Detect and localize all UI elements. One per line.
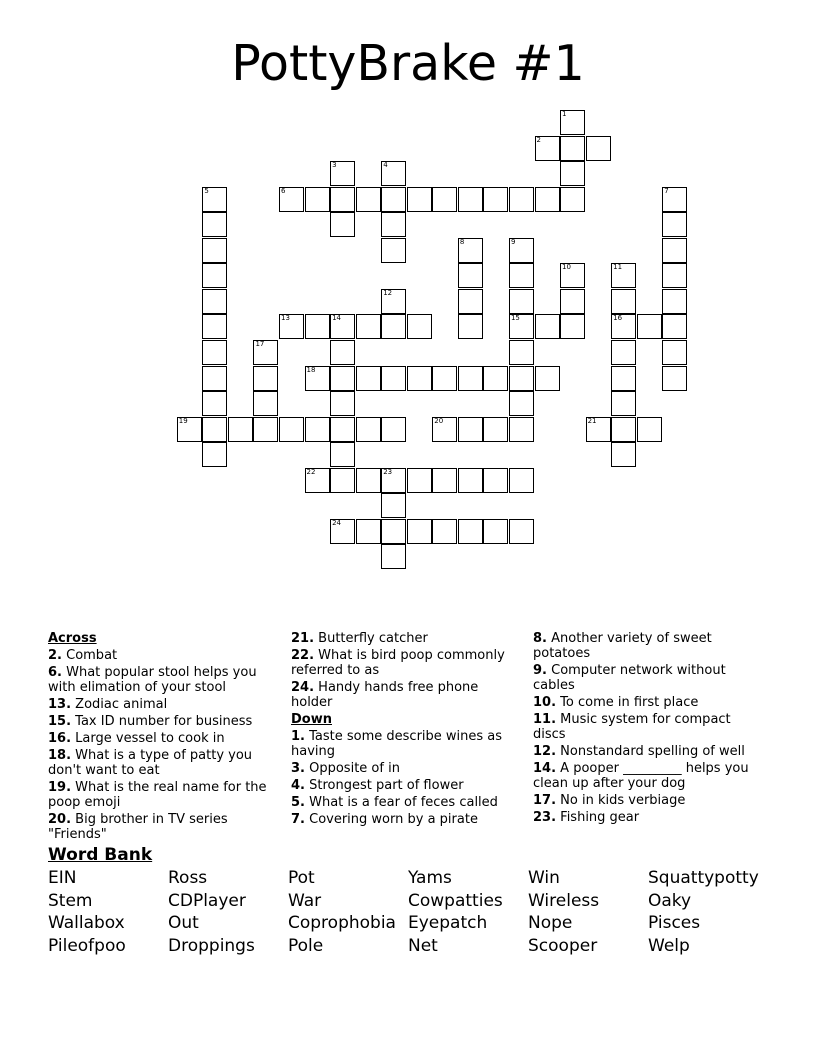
grid-cell[interactable] — [381, 366, 406, 391]
clue-item: 1. Taste some describe wines as having — [291, 729, 503, 759]
grid-cell[interactable] — [458, 366, 483, 391]
grid-cell[interactable] — [330, 417, 355, 442]
grid-cell[interactable] — [509, 314, 534, 339]
word-bank-word: Pileofpoo — [48, 935, 126, 956]
grid-cell[interactable] — [432, 519, 457, 544]
clue-item-number: 9. — [533, 663, 547, 678]
word-bank-word: Squattypotty — [648, 868, 759, 888]
grid-cell[interactable] — [586, 417, 611, 442]
grid-cell[interactable] — [253, 391, 278, 416]
grid-cell[interactable] — [458, 519, 483, 544]
grid-cell[interactable] — [381, 468, 406, 493]
clue-item-number: 6. — [48, 665, 62, 680]
grid-cell[interactable] — [611, 289, 636, 314]
grid-cell[interactable] — [483, 366, 508, 391]
grid-cell[interactable] — [381, 161, 406, 186]
grid-cell[interactable] — [202, 212, 227, 237]
grid-cell[interactable] — [432, 417, 457, 442]
grid-cell[interactable] — [662, 340, 687, 365]
clue-item: 21. Butterfly catcher — [291, 631, 428, 646]
clue-item-number: 17. — [533, 793, 557, 808]
clue-item: 19. What is the real name for the poop emoji — [48, 780, 267, 810]
grid-cell[interactable] — [330, 366, 355, 391]
clue-number: 10 — [562, 263, 571, 272]
grid-cell[interactable] — [381, 493, 406, 518]
grid-cell[interactable] — [560, 289, 585, 314]
grid-cell[interactable] — [305, 468, 330, 493]
clue-item: 2. Combat — [48, 648, 118, 663]
grid-cell[interactable] — [305, 187, 330, 212]
grid-cell[interactable] — [509, 238, 534, 263]
clue-item-number: 24. — [291, 680, 315, 695]
word-bank-word: Welp — [648, 935, 690, 956]
clue-item-number: 16. — [48, 731, 72, 746]
grid-cell[interactable] — [483, 417, 508, 442]
grid-cell[interactable] — [202, 442, 227, 467]
clue-item: 13. Zodiac animal — [48, 697, 168, 712]
clue-number: 18 — [306, 365, 316, 374]
clue-number: 1 — [562, 110, 567, 119]
grid-cell[interactable] — [381, 417, 406, 442]
word-bank-word: Net — [408, 935, 438, 956]
clue-number: 12 — [383, 288, 393, 297]
clue-item: 8. Another variety of sweet potatoes — [533, 631, 712, 661]
word-bank-word: Scooper — [528, 935, 598, 956]
grid-cell[interactable] — [458, 468, 483, 493]
grid-cell[interactable] — [509, 340, 534, 365]
clue-item: 14. A pooper _________ helps you clean up after your dog — [533, 761, 749, 791]
grid-cell[interactable] — [330, 468, 355, 493]
clues-column-3 — [533, 629, 765, 825]
clue-number: 14 — [332, 314, 342, 323]
grid-cell[interactable] — [662, 263, 687, 288]
clue-item-number: 8. — [533, 631, 547, 646]
clue-item: 17. No in kids verbiage — [533, 793, 686, 808]
clue-number: 24 — [332, 518, 342, 527]
grid-cell[interactable] — [611, 366, 636, 391]
grid-cell[interactable] — [407, 519, 432, 544]
grid-cell[interactable] — [509, 519, 534, 544]
grid-cell[interactable] — [662, 212, 687, 237]
grid-cell[interactable] — [560, 136, 585, 161]
word-bank-title: Word Bank — [48, 845, 153, 865]
clue-item-number: 13. — [48, 697, 72, 712]
clue-item-number: 11. — [533, 712, 557, 727]
grid-cell[interactable] — [458, 238, 483, 263]
grid-cell[interactable] — [177, 417, 202, 442]
grid-cell[interactable] — [330, 519, 355, 544]
grid-cell[interactable] — [356, 468, 381, 493]
clue-item-number: 21. — [291, 631, 315, 646]
grid-cell[interactable] — [356, 366, 381, 391]
grid-cell[interactable] — [483, 468, 508, 493]
grid-cell[interactable] — [305, 417, 330, 442]
grid-cell[interactable] — [381, 519, 406, 544]
grid-cell[interactable] — [330, 212, 355, 237]
grid-cell[interactable] — [662, 289, 687, 314]
clue-item-number: 4. — [291, 778, 305, 793]
grid-cell[interactable] — [483, 187, 508, 212]
grid-cell[interactable] — [356, 314, 381, 339]
grid-cell[interactable] — [279, 314, 304, 339]
clue-number: 4 — [383, 161, 388, 170]
clue-number: 11 — [613, 263, 623, 272]
grid-cell[interactable] — [381, 314, 406, 339]
grid-cell[interactable] — [560, 263, 585, 288]
word-bank-word: Droppings — [168, 935, 255, 956]
page-title: PottyBrake #1 — [231, 35, 585, 92]
grid-cell[interactable] — [407, 314, 432, 339]
clue-item: 11. Music system for compact discs — [533, 712, 731, 742]
clue-item: 24. Handy hands free phone holder — [291, 680, 479, 710]
grid-cell[interactable] — [202, 238, 227, 263]
word-bank-word: Yams — [408, 868, 452, 888]
clue-number: 5 — [204, 186, 209, 195]
clue-item-number: 7. — [291, 812, 305, 827]
grid-cell[interactable] — [560, 161, 585, 186]
clue-item-number: 5. — [291, 795, 305, 810]
clue-item-number: 19. — [48, 780, 72, 795]
clue-item: 23. Fishing gear — [533, 810, 640, 825]
grid-cell[interactable] — [662, 314, 687, 339]
grid-cell[interactable] — [586, 136, 611, 161]
grid-cell[interactable] — [611, 417, 636, 442]
clue-number: 21 — [587, 416, 597, 425]
grid-cell[interactable] — [381, 544, 406, 569]
clue-number: 9 — [510, 237, 516, 246]
grid-cell[interactable] — [330, 442, 355, 467]
grid-cell[interactable] — [509, 468, 534, 493]
grid-cell[interactable] — [560, 314, 585, 339]
clue-number: 3 — [332, 161, 337, 170]
clue-item-number: 14. — [533, 761, 557, 776]
grid-cell[interactable] — [381, 212, 406, 237]
word-bank-row — [48, 890, 788, 913]
clue-item: 16. Large vessel to cook in — [48, 731, 225, 746]
word-bank-word: Win — [528, 868, 560, 888]
word-bank-word: Cowpatties — [408, 890, 503, 911]
word-bank-word: Pole — [288, 935, 324, 956]
grid-cell[interactable] — [407, 468, 432, 493]
clue-item-number: 1. — [291, 729, 305, 744]
clue-item: 10. To come in first place — [533, 695, 699, 710]
grid-cell[interactable] — [611, 263, 636, 288]
word-bank — [48, 867, 788, 957]
word-bank-word: Nope — [528, 913, 573, 933]
grid-cell[interactable] — [228, 417, 253, 442]
clue-number: 7 — [664, 186, 669, 195]
grid-cell[interactable] — [381, 289, 406, 314]
clue-item: 4. Strongest part of flower — [291, 778, 464, 793]
clue-number: 22 — [306, 467, 316, 476]
clue-number: 2 — [536, 135, 541, 144]
word-bank-word: Coprophobia — [288, 913, 396, 933]
word-bank-word: Stem — [48, 890, 93, 911]
clue-number: 19 — [178, 416, 188, 425]
word-bank-word: Wireless — [528, 890, 600, 911]
grid-cell[interactable] — [611, 314, 636, 339]
word-bank-word: Pot — [288, 868, 315, 888]
grid-cell[interactable] — [202, 340, 227, 365]
grid-cell[interactable] — [330, 391, 355, 416]
grid-cell[interactable] — [381, 238, 406, 263]
clue-number: 8 — [459, 237, 465, 246]
grid-cell[interactable] — [458, 289, 483, 314]
grid-cell[interactable] — [279, 187, 304, 212]
grid-cell[interactable] — [509, 366, 534, 391]
clue-item: 20. Big brother in TV series "Friends" — [48, 812, 228, 842]
clue-item-number: 10. — [533, 695, 557, 710]
clues-column-1 — [48, 629, 280, 842]
grid-cell[interactable] — [509, 263, 534, 288]
clue-section-heading: Down — [291, 712, 332, 727]
grid-cell[interactable] — [381, 187, 406, 212]
grid-cell[interactable] — [509, 187, 534, 212]
clue-item: 6. What popular stool helps you with elimation of your stool — [48, 665, 257, 695]
grid-cell[interactable] — [356, 519, 381, 544]
word-bank-row — [48, 912, 788, 935]
grid-cell[interactable] — [662, 238, 687, 263]
grid-cell[interactable] — [407, 366, 432, 391]
word-bank-word: Pisces — [648, 913, 701, 933]
clue-number: 13 — [281, 314, 290, 323]
clue-item-number: 20. — [48, 812, 72, 827]
clue-item-number: 15. — [48, 714, 72, 729]
grid-cell[interactable] — [637, 417, 662, 442]
grid-cell[interactable] — [202, 314, 227, 339]
word-bank-word: EIN — [48, 868, 77, 888]
grid-cell[interactable] — [560, 110, 585, 135]
clue-number: 20 — [434, 416, 444, 425]
word-bank-word: Wallabox — [48, 913, 125, 933]
word-bank-row — [48, 867, 788, 890]
word-bank-row — [48, 935, 788, 958]
grid-cell[interactable] — [356, 187, 381, 212]
clue-item-number: 3. — [291, 761, 305, 776]
clue-number: 23 — [383, 467, 393, 476]
grid-cell[interactable] — [458, 187, 483, 212]
grid-cell[interactable] — [560, 187, 585, 212]
grid-cell[interactable] — [253, 366, 278, 391]
word-bank-word: Ross — [168, 868, 208, 888]
clue-item: 7. Covering worn by a pirate — [291, 812, 478, 827]
clue-item: 12. Nonstandard spelling of well — [533, 744, 745, 759]
grid-cell[interactable] — [535, 187, 560, 212]
clue-item-number: 2. — [48, 648, 62, 663]
clue-item-number: 22. — [291, 648, 315, 663]
grid-cell[interactable] — [458, 263, 483, 288]
clue-item: 3. Opposite of in — [291, 761, 400, 776]
grid-cell[interactable] — [458, 417, 483, 442]
clue-item: 22. What is bird poop commonly referred to as — [291, 648, 505, 678]
grid-cell[interactable] — [509, 289, 534, 314]
grid-cell[interactable] — [611, 340, 636, 365]
clue-item: 15. Tax ID number for business — [48, 714, 253, 729]
grid-cell[interactable] — [611, 391, 636, 416]
grid-cell[interactable] — [535, 314, 560, 339]
grid-cell[interactable] — [330, 340, 355, 365]
clue-number: 17 — [255, 340, 265, 348]
clue-item-number: 18. — [48, 748, 72, 763]
grid-cell[interactable] — [305, 314, 330, 339]
clue-item: 9. Computer network without cables — [533, 663, 726, 693]
grid-cell[interactable] — [662, 187, 687, 212]
grid-cell[interactable] — [202, 391, 227, 416]
grid-cell[interactable] — [279, 417, 304, 442]
grid-cell[interactable] — [202, 417, 227, 442]
grid-cell[interactable] — [330, 187, 355, 212]
grid-cell[interactable] — [637, 314, 662, 339]
grid-cell[interactable] — [432, 468, 457, 493]
clues-column-2 — [291, 629, 523, 827]
clue-number: 15 — [510, 314, 520, 323]
word-bank-word: War — [288, 890, 322, 911]
grid-cell[interactable] — [611, 442, 636, 467]
grid-cell[interactable] — [330, 161, 355, 186]
grid-cell[interactable] — [509, 391, 534, 416]
clue-item-number: 23. — [533, 810, 557, 825]
word-bank-word: Eyepatch — [408, 913, 488, 933]
word-bank-word: Oaky — [648, 890, 692, 911]
grid-cell[interactable] — [330, 314, 355, 339]
clue-section-heading: Across — [48, 631, 97, 646]
word-bank-word: CDPlayer — [168, 890, 246, 911]
clue-number: 16 — [613, 314, 623, 323]
grid-cell[interactable] — [535, 136, 560, 161]
grid-cell[interactable] — [458, 314, 483, 339]
grid-cell[interactable] — [305, 366, 330, 391]
word-bank-word: Out — [168, 913, 199, 933]
grid-cell[interactable] — [407, 187, 432, 212]
clue-item-number: 12. — [533, 744, 557, 759]
clue-number: 6 — [281, 186, 286, 195]
clue-item: 18. What is a type of patty you don't want to eat — [48, 748, 253, 778]
clue-item: 5. What is a fear of feces called — [291, 795, 498, 810]
grid-cell[interactable] — [202, 289, 227, 314]
grid-cell[interactable] — [356, 417, 381, 442]
grid-cell[interactable] — [662, 366, 687, 391]
grid-cell[interactable] — [202, 263, 227, 288]
grid-cell[interactable] — [253, 340, 278, 365]
grid-cell[interactable] — [483, 519, 508, 544]
grid-cell[interactable] — [253, 417, 278, 442]
grid-cell[interactable] — [432, 187, 457, 212]
grid-cell[interactable] — [202, 366, 227, 391]
grid-cell[interactable] — [432, 366, 457, 391]
grid-cell[interactable] — [535, 366, 560, 391]
grid-cell[interactable] — [202, 187, 227, 212]
grid-cell[interactable] — [509, 417, 534, 442]
